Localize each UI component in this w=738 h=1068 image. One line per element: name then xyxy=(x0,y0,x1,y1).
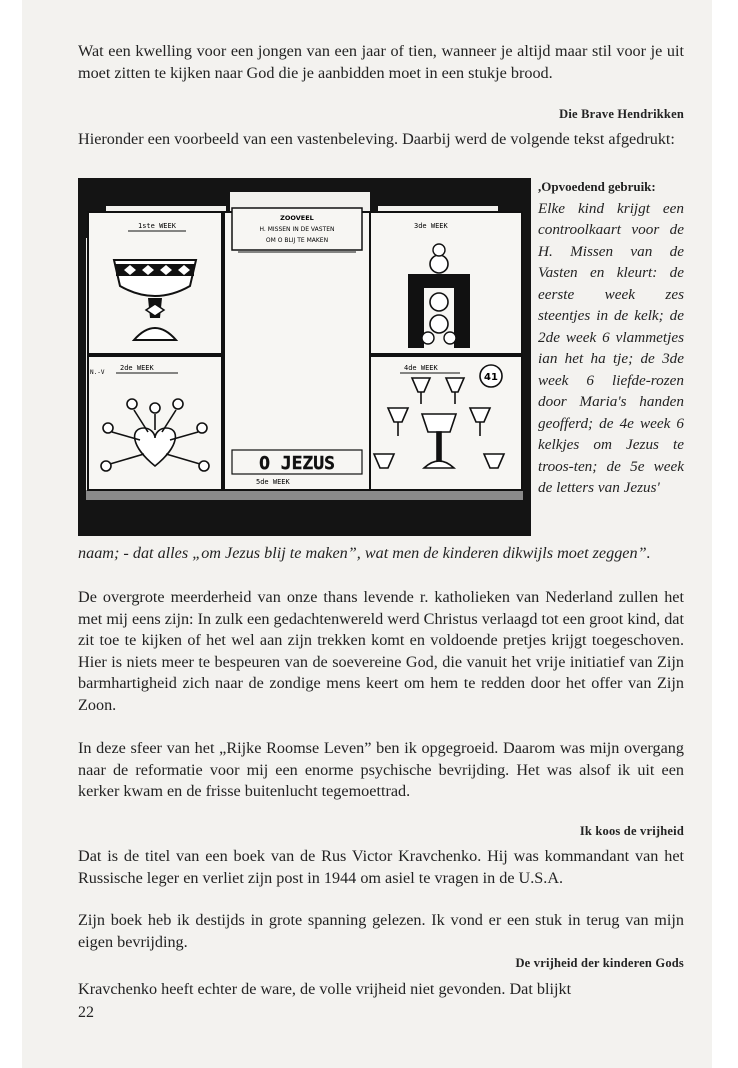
panel-center xyxy=(224,212,370,490)
center-line-3: OM O BLIJ TE MAKEN xyxy=(265,237,329,244)
label-week-5: 5de WEEK xyxy=(256,478,290,486)
jezus-letters: O JEZUS xyxy=(259,453,335,474)
caption-continued: naam; - dat alles „om Jezus blij te maken”, wat men de kinderen dikwijls moet zeggen”. xyxy=(78,544,651,562)
heading-ik-koos: Ik koos de vrijheid xyxy=(579,824,684,838)
badge-number: 41 xyxy=(484,372,498,383)
heading-vrijheid-kinderen: De vrijheid der kinderen Gods xyxy=(515,956,684,970)
figure-caption xyxy=(538,176,684,499)
page-number: 22 xyxy=(78,1004,94,1021)
label-week-1: 1ste WEEK xyxy=(138,222,176,230)
page-edge xyxy=(712,0,738,1068)
kravchenko-paragraph: Dat is de titel van een boek van de Rus Victor Kravchenko. Hij was kommandant van het Russische leger en verliet zijn post in 1944 om asiel te vragen in de U.S.A. xyxy=(78,847,684,887)
label-week-2: 2de WEEK xyxy=(120,364,154,372)
closing-paragraph: Kravchenko heeft echter de ware, de volle vrijheid niet gevonden. Dat blijkt xyxy=(78,980,572,998)
center-line-1: ZOOVEEL xyxy=(280,214,314,222)
intro-paragraph: Wat een kwelling voor een jongen van een jaar of tien, wanneer je altijd maar stil voor je uit moet zitten te kijken naar God die je aanbidden moet in een stukje brood. xyxy=(78,42,684,82)
label-week-4: 4de WEEK xyxy=(404,364,438,372)
heading-brave-hendrikken: Die Brave Hendrikken xyxy=(559,107,684,121)
atmosphere-paragraph: In deze sfeer van het „Rijke Roomse Leven” ben ik opgegroeid. Daarom was mijn overgang naar de reformatie voor mij een enorme psychische bevrijding. Het was alsof ik uit een kerker kwam en de frisse buitenlucht tegemoettrad. xyxy=(78,739,684,800)
catholics-paragraph: De overgrote meerderheid van onze thans levende r. katholieken van Nederland zullen het met mij eens zijn: In zulk een gedachtenwereld werd Christus verlaagd tot een groot kind, dat zit toe te kijken of het wel aan zijn trekken komt en voldoende pretjes krijgt toegeschoven. Hier is niets meer te bespeuren van de soevereine God, die vanuit het vrije initiatief van Zijn barmhartigheid zich naar de zondige mens keert om hem te redden door het offer van Zijn Zoon. xyxy=(78,588,684,714)
lent-control-card-figure xyxy=(78,178,531,536)
example-paragraph: Hieronder een voorbeeld van een vastenbeleving. Daarbij werd de volgende tekst afgedrukt: xyxy=(78,130,675,148)
caption-body: Elke kind krijgt een controolkaart voor de H. Missen van de Vasten en kleurt: de eerste week zes steentjes in de kelk; de 2de week 6 vlammetjes ian het ha tje; de 3de week 6 liefde-rozen door Maria's handen geofferd; de 4e week 6 kelkjes om Jezus te troos-ten; de 5e week de letters van Jezus' xyxy=(538,199,684,496)
label-side: N.-V xyxy=(90,369,105,376)
caption-heading: ,Opvoedend gebruik: xyxy=(538,179,656,194)
hatched-base xyxy=(86,490,523,500)
center-line-2: H. MISSEN IN DE VASTEN xyxy=(259,226,335,233)
book-paragraph: Zijn boek heb ik destijds in grote spanning gelezen. Ik vond er een stuk in terug van mijn eigen bevrijding. xyxy=(78,911,684,951)
label-week-3: 3de WEEK xyxy=(414,222,448,230)
